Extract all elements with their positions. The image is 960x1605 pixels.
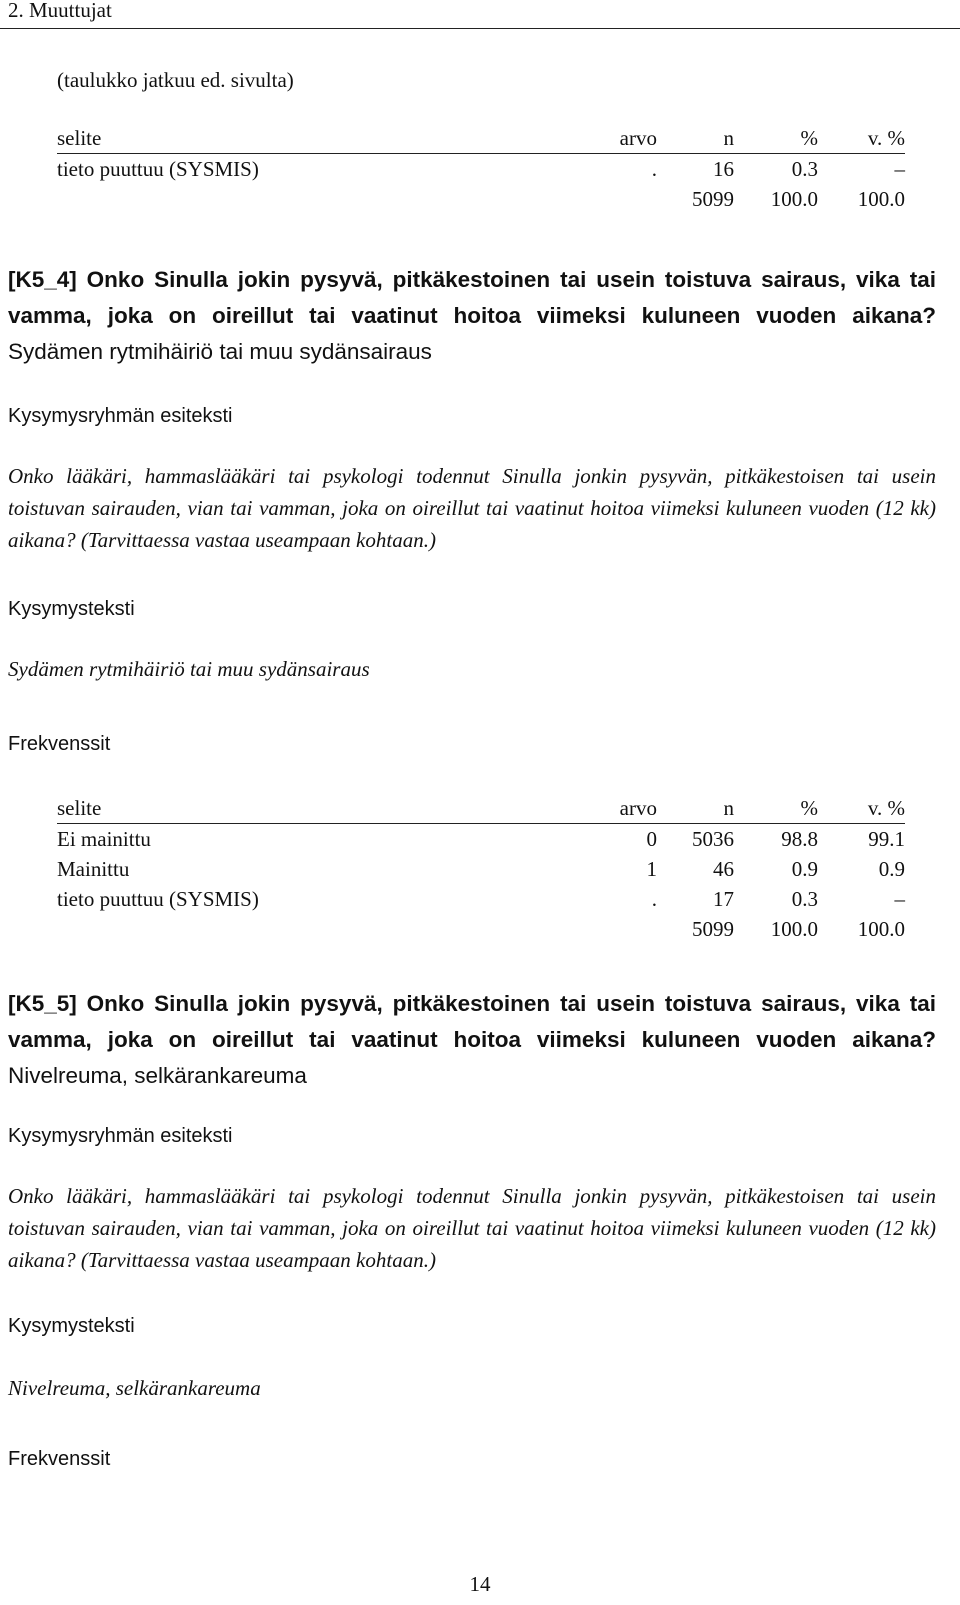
heading-sub: Nivelreuma, selkärankareuma	[8, 1063, 307, 1088]
frequency-label: Frekvenssit	[8, 1448, 111, 1470]
cell-pct: 0.3	[791, 157, 818, 181]
total-n: 5099	[692, 187, 734, 211]
cell-n: 16	[713, 157, 734, 181]
group-text: Onko lääkäri, hammaslääkäri tai psykologi todennut Sinulla jonkin pysyvän, pitkäkestoisen tai usein toistuvan sairauden, vian tai vamman, joka on oireillut tai vaatinut hoitoa viimeksi kuluneen vuoden (12 kk) aikana? (Tarvittaessa vastaa useampaan kohtaan.)	[8, 464, 936, 552]
total-valid-pct: 100.0	[857, 187, 905, 211]
question-heading-k5-4	[8, 262, 936, 370]
frequency-table-k5-4	[57, 793, 905, 944]
heading-main: [K5_5] Onko Sinulla jokin pysyvä, pitkäkestoinen tai usein toistuva sairaus, vika tai vamma, joka on oireillut tai vaatinut hoitoa viimeksi kuluneen vuoden aikana?	[8, 991, 936, 1052]
cell-selite: tieto puuttuu (SYSMIS)	[57, 887, 259, 911]
col-arvo: arvo	[587, 793, 657, 824]
col-valid-pct: v. %	[818, 793, 905, 824]
table-row	[57, 854, 905, 884]
heading-main: [K5_4] Onko Sinulla jokin pysyvä, pitkäkestoinen tai usein toistuva sairaus, vika tai vamma, joka on oireillut tai vaatinut hoitoa viimeksi kuluneen vuoden aikana?	[8, 267, 936, 328]
col-selite: selite	[57, 793, 587, 824]
cell-pct: 0.3	[791, 887, 818, 911]
cell-arvo: .	[651, 887, 657, 911]
page-number: 14	[469, 1572, 491, 1596]
cell-pct: 0.9	[791, 857, 818, 881]
question-text: Nivelreuma, selkärankareuma	[8, 1376, 261, 1400]
total-pct: 100.0	[770, 917, 818, 941]
group-text: Onko lääkäri, hammaslääkäri tai psykologi todennut Sinulla jonkin pysyvän, pitkäkestoisen tai usein toistuvan sairauden, vian tai vamman, joka on oireillut tai vaatinut hoitoa viimeksi kuluneen vuoden (12 kk) aikana? (Tarvittaessa vastaa useampaan kohtaan.)	[8, 1184, 936, 1272]
cell-valid-pct: 0.9	[878, 857, 905, 881]
continued-note: (taulukko jatkuu ed. sivulta)	[57, 68, 294, 92]
question-text-label: Kysymysteksti	[8, 598, 135, 620]
col-n: n	[657, 123, 734, 154]
table-row	[57, 824, 905, 855]
cell-selite: Ei mainittu	[57, 827, 151, 851]
cell-selite: Mainittu	[57, 857, 130, 881]
cell-selite: tieto puuttuu (SYSMIS)	[57, 157, 259, 181]
col-n: n	[657, 793, 734, 824]
table-row	[57, 154, 905, 185]
col-selite: selite	[57, 123, 587, 154]
cell-arvo: 1	[646, 857, 657, 881]
page-header	[0, 0, 960, 29]
cell-valid-pct: 99.1	[868, 827, 905, 851]
cell-n: 17	[713, 887, 734, 911]
col-arvo: arvo	[587, 123, 657, 154]
cell-arvo: 0	[646, 827, 657, 851]
group-text-label: Kysymysryhmän esiteksti	[8, 1125, 233, 1147]
frequency-table-continued	[57, 123, 905, 214]
table-row	[57, 884, 905, 914]
question-text-label: Kysymysteksti	[8, 1315, 135, 1337]
cell-n: 5036	[692, 827, 734, 851]
total-pct: 100.0	[770, 187, 818, 211]
table-total-row	[57, 914, 905, 944]
table-header-row	[57, 793, 905, 824]
col-pct: %	[734, 793, 818, 824]
cell-n: 46	[713, 857, 734, 881]
col-valid-pct: v. %	[818, 123, 905, 154]
cell-arvo: .	[651, 157, 657, 181]
total-valid-pct: 100.0	[857, 917, 905, 941]
table-header-row	[57, 123, 905, 154]
cell-valid-pct: –	[894, 157, 905, 181]
heading-sub: Sydämen rytmihäiriö tai muu sydänsairaus	[8, 339, 432, 364]
cell-valid-pct: –	[894, 887, 905, 911]
question-heading-k5-5	[8, 986, 936, 1094]
col-pct: %	[734, 123, 818, 154]
table-total-row	[57, 184, 905, 214]
group-text-label: Kysymysryhmän esiteksti	[8, 405, 233, 427]
question-text: Sydämen rytmihäiriö tai muu sydänsairaus	[8, 657, 370, 681]
frequency-label: Frekvenssit	[8, 733, 111, 755]
cell-pct: 98.8	[781, 827, 818, 851]
chapter-title: 2. Muuttujat	[8, 0, 112, 22]
total-n: 5099	[692, 917, 734, 941]
